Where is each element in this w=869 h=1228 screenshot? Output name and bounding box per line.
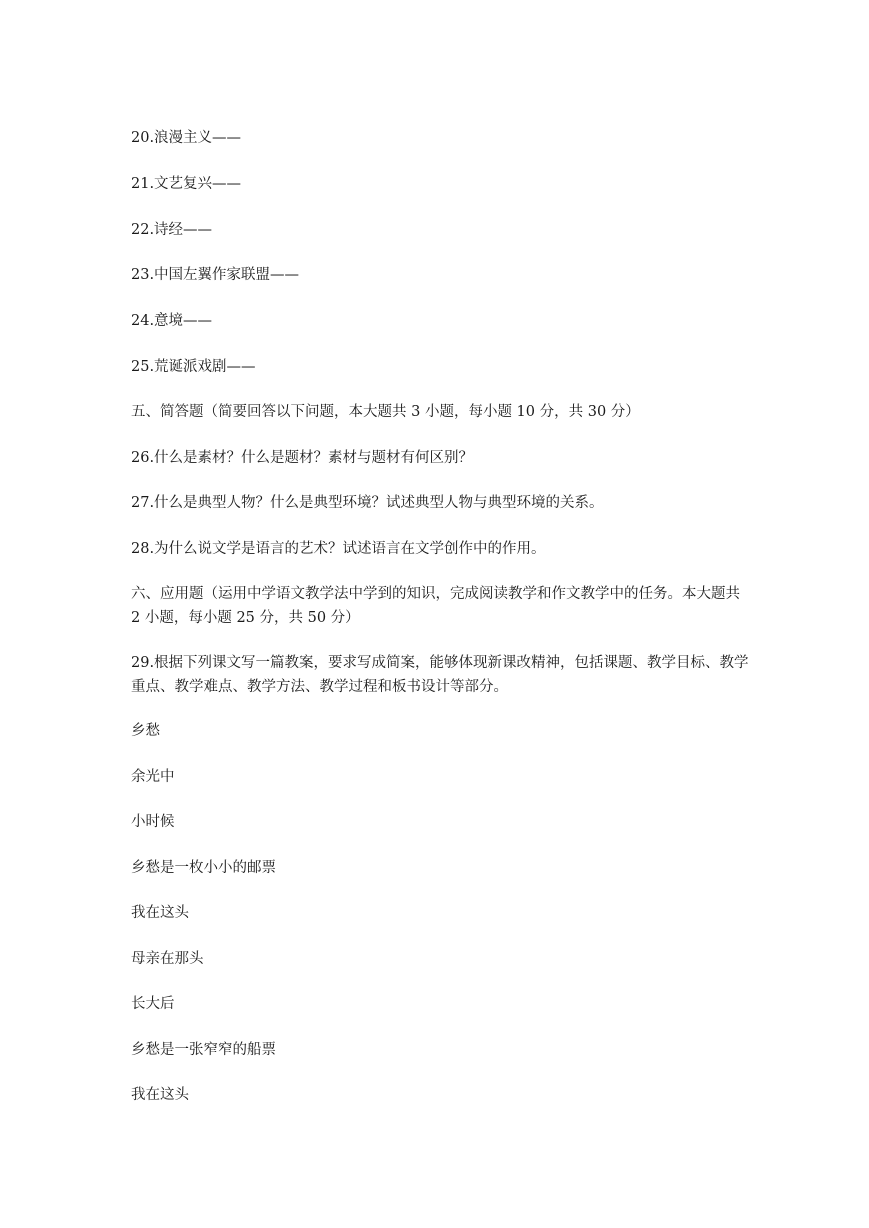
poem-author: 余光中: [131, 769, 175, 785]
section-heading-application: 六、应用题（运用中学语文教学法中学到的知识，完成阅读教学和作文教学中的任务。本大题共 2 小题，每小题 25 分，共 50 分）: [131, 586, 740, 626]
term-item-25: 25.荒诞派戏剧——: [131, 359, 256, 375]
question-28: 28.为什么说文学是语言的艺术？试述语言在文学创作中的作用。: [131, 541, 546, 557]
term-item-22: 22.诗经——: [131, 222, 213, 238]
poem-title: 乡愁: [131, 723, 160, 739]
poem-line: 我在这头: [131, 1087, 189, 1103]
question-29: 29.根据下列课文写一篇教案，要求写成简案，能够体现新课改精神，包括课题、教学目标、教学重点、教学难点、教学方法、教学过程和板书设计等部分。: [131, 655, 749, 695]
term-item-24: 24.意境——: [131, 313, 213, 329]
poem-line: 长大后: [131, 996, 175, 1012]
poem-line: 小时候: [131, 814, 175, 830]
question-26: 26.什么是素材？什么是题材？素材与题材有何区别？: [131, 450, 474, 466]
term-item-23: 23.中国左翼作家联盟——: [131, 267, 300, 283]
poem-line: 乡愁是一枚小小的邮票: [131, 860, 276, 876]
term-item-20: 20.浪漫主义——: [131, 130, 242, 146]
poem-line: 我在这头: [131, 905, 189, 921]
section-heading-short-answer: 五、简答题（简要回答以下问题，本大题共 3 小题，每小题 10 分，共 30 分）: [131, 404, 640, 420]
poem-line: 乡愁是一张窄窄的船票: [131, 1042, 276, 1058]
term-item-21: 21.文艺复兴——: [131, 176, 242, 192]
question-27: 27.什么是典型人物？什么是典型环境？试述典型人物与典型环境的关系。: [131, 495, 604, 511]
poem-line: 母亲在那头: [131, 951, 204, 967]
